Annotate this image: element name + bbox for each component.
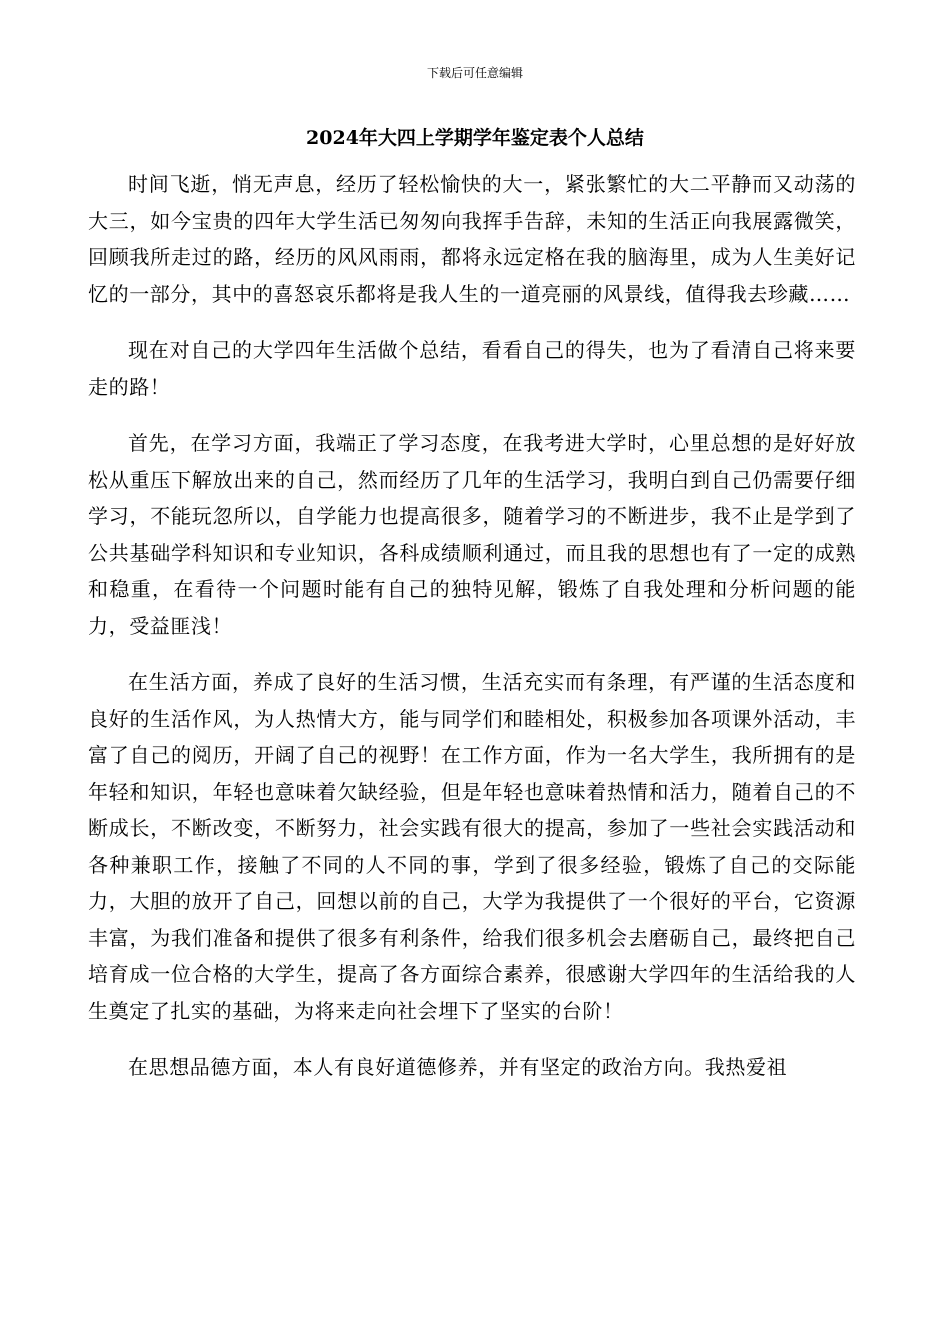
paragraph-summary: 现在对自己的大学四年生活做个总结，看看自己的得失，也为了看清自己将来要走的路！ [88,338,856,399]
paragraph-study: 首先，在学习方面，我端正了学习态度，在我考进大学时，心里总想的是好好放松从重压下解放出来的自己，然而经历了几年的生活学习，我明白到自己仍需要仔细学习，不能玩忽所以，自学能力也提高很多，随着学习的不断进步，我不止是学到了公共基础学科知识和专业知识，各科成绩顺利通过，而且我的思想也有了一定的成熟和稳重，在看待一个问题时能有自己的独特见解，锻炼了自我处理和分析问题的能力，受益匪浅！ [88,431,856,638]
document-title: 2024年大四上学期学年鉴定表个人总结 [306,127,644,149]
document-body [88,166,856,1106]
paragraph-life-work: 在生活方面，养成了良好的生活习惯，生活充实而有条理，有严谨的生活态度和良好的生活作风，为人热情大方，能与同学们和睦相处，积极参加各项课外活动，丰富了自己的阅历，开阔了自己的视野！在工作方面，作为一名大学生，我所拥有的是年轻和知识，年轻也意味着欠缺经验，但是年轻也意味着热情和活力，随着自己的不断成长，不断改变，不断努力，社会实践有很大的提高，参加了一些社会实践活动和各种兼职工作，接触了不同的人不同的事，学到了很多经验，锻炼了自己的交际能力，大胆的放开了自己，回想以前的自己，大学为我提供了一个很好的平台，它资源丰富，为我们准备和提供了很多有利条件，给我们很多机会去磨砺自己，最终把自己培育成一位合格的大学生，提高了各方面综合素养，很感谢大学四年的生活给我的人生奠定了扎实的基础，为将来走向社会埋下了坚实的台阶！ [88,670,856,1023]
paragraph-intro: 时间飞逝，悄无声息，经历了轻松愉快的大一，紧张繁忙的大二平静而又动荡的大三，如今宝贵的四年大学生活已匆匆向我挥手告辞，未知的生活正向我展露微笑，回顾我所走过的路，经历的风风雨雨，都将永远定格在我的脑海里，成为人生美好记忆的一部分，其中的喜怒哀乐都将是我人生的一道亮丽的风景线，值得我去珍藏…… [88,172,856,306]
header-note: 下载后可任意编辑 [426,66,523,80]
paragraph-morality: 在思想品德方面，本人有良好道德修养，并有坚定的政治方向。我热爱祖 [128,1055,788,1079]
